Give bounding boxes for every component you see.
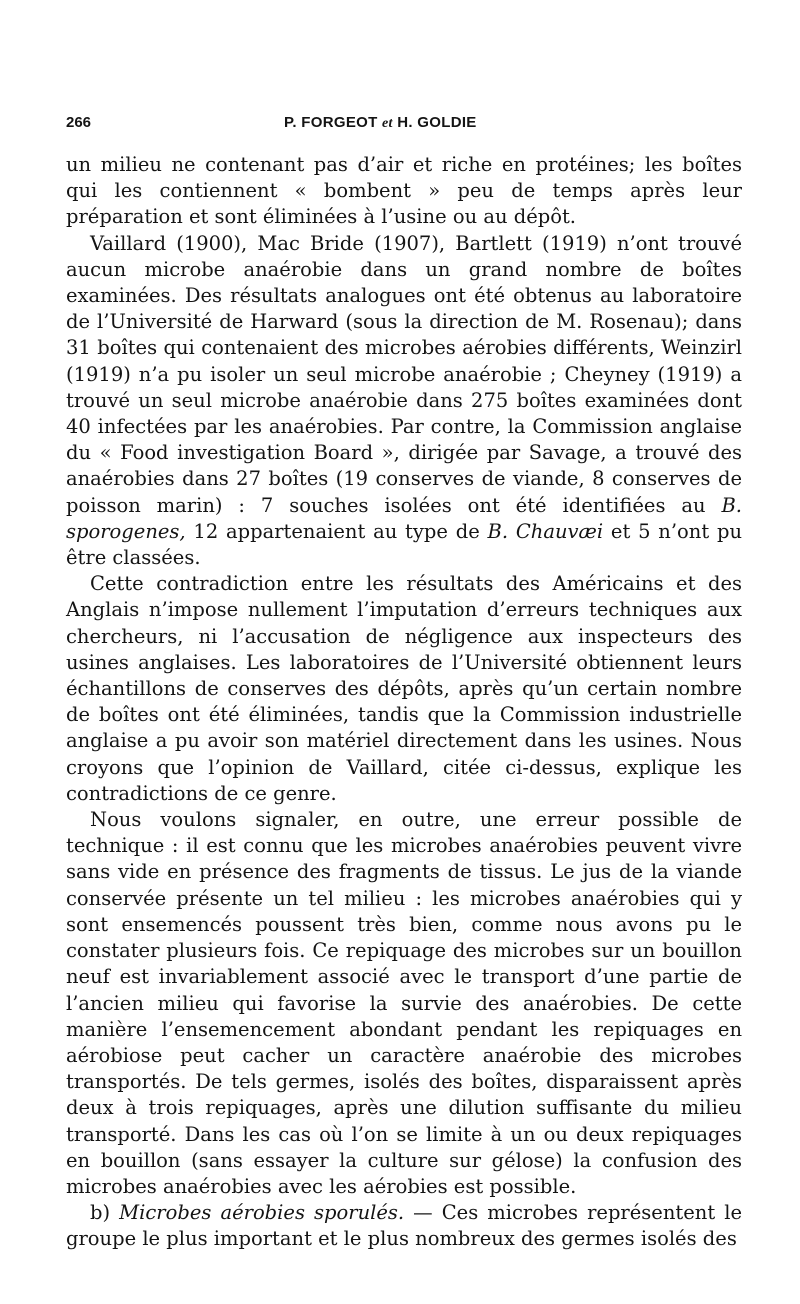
conjunction: et	[382, 116, 393, 131]
page-number: 266	[66, 114, 92, 131]
species-name: B. Chauvæi	[487, 519, 604, 543]
paragraph-survey-results	[66, 231, 742, 572]
paragraph-aerobic-section	[66, 1200, 742, 1252]
paragraph-text: — Ces microbes représentent le groupe le plus important et le plus nombreux des germes isolés des	[66, 1201, 743, 1251]
paragraph-technique-error: Nous voulons signaler, en outre, une erreur possible de technique : il est connu que les microbes anaérobies peuvent vivre sans vide en présence des fragments de tissus. Le jus de la viande conservée présente un tel milieu : les microbes anaérobies qui y sont ensemencés poussent très bien, comme nous avons pu le constater plusieurs fois. Ce repiquage des microbes sur un bouillon neuf est invariablement associé avec le transport d’une partie de l’ancien milieu qui favorise la survie des anaérobies. De cette manière l’ensemencement abondant pendant les repiquages en aérobiose peut cacher un caractère anaérobie des microbes transportés. De tels germes, isolés des boîtes, disparaissent après deux à trois repiquages, après une dilution suffisante du milieu transporté. Dans les cas où l’on se limite à un ou deux repiquages en bouillon (sans essayer la culture sur gélose) la confusion des microbes anaérobies avec les aérobies est possible.	[66, 808, 742, 1198]
paragraph-contradiction: Cette contradiction entre les résultats des Américains et des Anglais n’impose nullement l’imputation d’erreurs techniques aux chercheurs, ni l’accusation de négligence aux inspecteurs des usines anglaises. Les laboratoires de l’Université obtiennent leurs échantillons de conserves des dépôts, après qu’un certain nombre de boîtes ont été éliminées, tandis que la Commission industrielle anglaise a pu avoir son matériel directement dans les usines. Nous croyons que l’opinion de Vaillard, citée ci-dessus, explique les contradictions de ce genre.	[66, 572, 742, 805]
paragraph-continuation: un milieu ne contenant pas d’air et riche en protéines; les boîtes qui les contiennent « bombent » peu de temps après leur préparation et sont éliminées à l’usine ou au dépôt.	[66, 153, 742, 229]
section-heading: Microbes aérobies sporulés.	[119, 1201, 405, 1225]
section-label: b)	[90, 1201, 111, 1225]
running-title	[284, 114, 477, 132]
paragraph-text: Vaillard (1900), Mac Bride (1907), Bartlett (1919) n’ont trouvé aucun microbe anaérobie dans un grand nombre de boîtes examinées. Des résultats analogues ont été obtenus au laboratoire de l’Université de Harward (sous la direction de M. Rosenau); dans 31 boîtes qui contenaient des microbes aérobies différents, Weinzirl (1919) n’a pu isoler un seul microbe anaérobie ; Cheyney (1919) a trouvé un seul microbe anaérobie dans 275 boîtes examinées dont 40 infectées par les anaérobies. Par contre, la Commission anglaise du « Food investigation Board », dirigée par Savage, a trouvé des anaérobies dans 27 boîtes (19 conserves de viande, 8 conserves de poisson marin) : 7 souches isolées ont été identifiées au	[66, 231, 742, 517]
species-name: B. sporogenes,	[66, 493, 742, 543]
running-head	[66, 114, 742, 142]
author-2: H. GOLDIE	[397, 114, 477, 131]
paragraph-text: 12 appartenaient au type de	[185, 519, 488, 543]
paragraph-text: et 5 n’ont pu être classées.	[66, 519, 743, 570]
author-1: P. FORGEOT	[284, 114, 378, 131]
body-text	[66, 152, 742, 1253]
